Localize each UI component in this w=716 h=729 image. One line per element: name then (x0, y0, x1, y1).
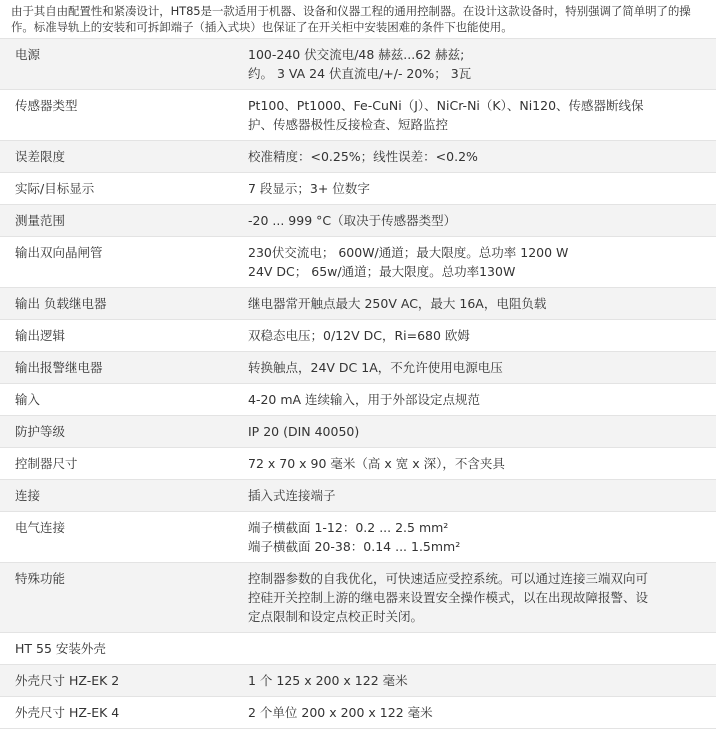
spec-row (0, 480, 716, 512)
spec-row (0, 697, 716, 729)
spec-label: 误差限度 (0, 141, 236, 173)
spec-row (0, 173, 716, 205)
spec-value (236, 352, 716, 384)
spec-value (236, 416, 716, 448)
spec-value (236, 384, 716, 416)
spec-value (236, 633, 716, 665)
spec-label: 外壳尺寸 HZ-EK 4 (0, 697, 236, 729)
spec-value-line: 校准精度：<0.25%；线性误差：<0.2% (248, 149, 478, 164)
spec-label: 输出报警继电器 (0, 352, 236, 384)
spec-row (0, 237, 716, 288)
spec-value (236, 665, 716, 697)
spec-value-line: 230伏交流电； 600W/通道；最大限度。总功率 1200 W (248, 245, 569, 260)
spec-row (0, 320, 716, 352)
spec-row (0, 90, 716, 141)
spec-row (0, 665, 716, 697)
spec-label: 控制器尺寸 (0, 448, 236, 480)
spec-value-line: IP 20 (DIN 40050) (248, 424, 360, 439)
spec-value-line: 1 个 125 x 200 x 122 毫米 (248, 673, 408, 688)
spec-label: 电气连接 (0, 512, 236, 563)
spec-row (0, 39, 716, 90)
spec-row (0, 416, 716, 448)
spec-value (236, 448, 716, 480)
spec-label: 输入 (0, 384, 236, 416)
spec-label: 外壳尺寸 HZ-EK 2 (0, 665, 236, 697)
spec-row (0, 633, 716, 665)
spec-value (236, 173, 716, 205)
spec-row (0, 512, 716, 563)
spec-value-line (248, 639, 710, 658)
spec-value-line: 约。 3 VA 24 伏直流电/+/- 20%； 3瓦 (248, 66, 472, 81)
spec-value (236, 512, 716, 563)
spec-value-line: 100-240 伏交流电/48 赫兹...62 赫兹; (248, 47, 465, 62)
spec-value (236, 141, 716, 173)
spec-table (0, 38, 716, 729)
spec-label: 输出逻辑 (0, 320, 236, 352)
spec-value-line: 24V DC； 65w/通道；最大限度。总功率130W (248, 264, 516, 279)
spec-label: 输出双向晶闸管 (0, 237, 236, 288)
spec-value-line: 端子横截面 1-12：0.2 ... 2.5 mm² (248, 520, 449, 535)
spec-value-line: Pt100、Pt1000、Fe-CuNi（J）、NiCr-Ni（K）、Ni120、传感器断线保 (248, 98, 644, 113)
spec-value (236, 320, 716, 352)
spec-value-line: 定点限制和设定点校正时关闭。 (248, 609, 424, 624)
spec-value (236, 697, 716, 729)
spec-value (236, 90, 716, 141)
spec-value-line: -20 ... 999 °C（取决于传感器类型） (248, 213, 457, 228)
spec-row (0, 205, 716, 237)
spec-label: 传感器类型 (0, 90, 236, 141)
spec-row (0, 563, 716, 633)
spec-value-line: 端子横截面 20-38：0.14 ... 1.5mm² (248, 539, 461, 554)
spec-label: HT 55 安装外壳 (0, 633, 236, 665)
spec-label: 特殊功能 (0, 563, 236, 633)
spec-value-line: 插入式连接端子 (248, 488, 336, 503)
spec-value (236, 205, 716, 237)
spec-row (0, 352, 716, 384)
spec-row (0, 288, 716, 320)
spec-label: 实际/目标显示 (0, 173, 236, 205)
spec-value-line: 72 x 70 x 90 毫米（高 x 宽 x 深），不含夹具 (248, 456, 505, 471)
spec-label: 连接 (0, 480, 236, 512)
spec-value-line: 控制器参数的自我优化，可快速适应受控系统。可以通过连接三端双向可 (248, 571, 649, 586)
spec-value-line: 4-20 mA 连续输入，用于外部设定点规范 (248, 392, 481, 407)
spec-row (0, 141, 716, 173)
spec-label: 电源 (0, 39, 236, 90)
spec-value (236, 39, 716, 90)
spec-label: 输出 负载继电器 (0, 288, 236, 320)
spec-value-line: 继电器常开触点最大 250V AC，最大 16A，电阻负载 (248, 296, 547, 311)
intro-paragraph: 由于其自由配置性和紧凑设计，HT85是一款适用于机器、设备和仪器工程的通用控制器。在设计这款设备时，特别强调了简单明了的操作。标准导轨上的安装和可拆卸端子（插入式块）也保证了在开关柜中安装困难的条件下也能使用。 (11, 4, 691, 34)
spec-label: 测量范围 (0, 205, 236, 237)
spec-label: 防护等级 (0, 416, 236, 448)
spec-value-line: 护、传感器极性反接检查、短路监控 (248, 117, 449, 132)
spec-value (236, 288, 716, 320)
spec-value-line: 控硅开关控制上游的继电器来设置安全操作模式，以在出现故障报警、设 (248, 590, 649, 605)
spec-value (236, 480, 716, 512)
spec-row (0, 384, 716, 416)
spec-row (0, 448, 716, 480)
spec-value (236, 237, 716, 288)
spec-value-line: 7 段显示；3+ 位数字 (248, 181, 370, 196)
spec-value-line: 2 个单位 200 x 200 x 122 毫米 (248, 705, 433, 720)
spec-value-line: 转换触点，24V DC 1A，不允许使用电源电压 (248, 360, 503, 375)
spec-value-line: 双稳态电压；0/12V DC，Ri=680 欧姆 (248, 328, 470, 343)
spec-value (236, 563, 716, 633)
